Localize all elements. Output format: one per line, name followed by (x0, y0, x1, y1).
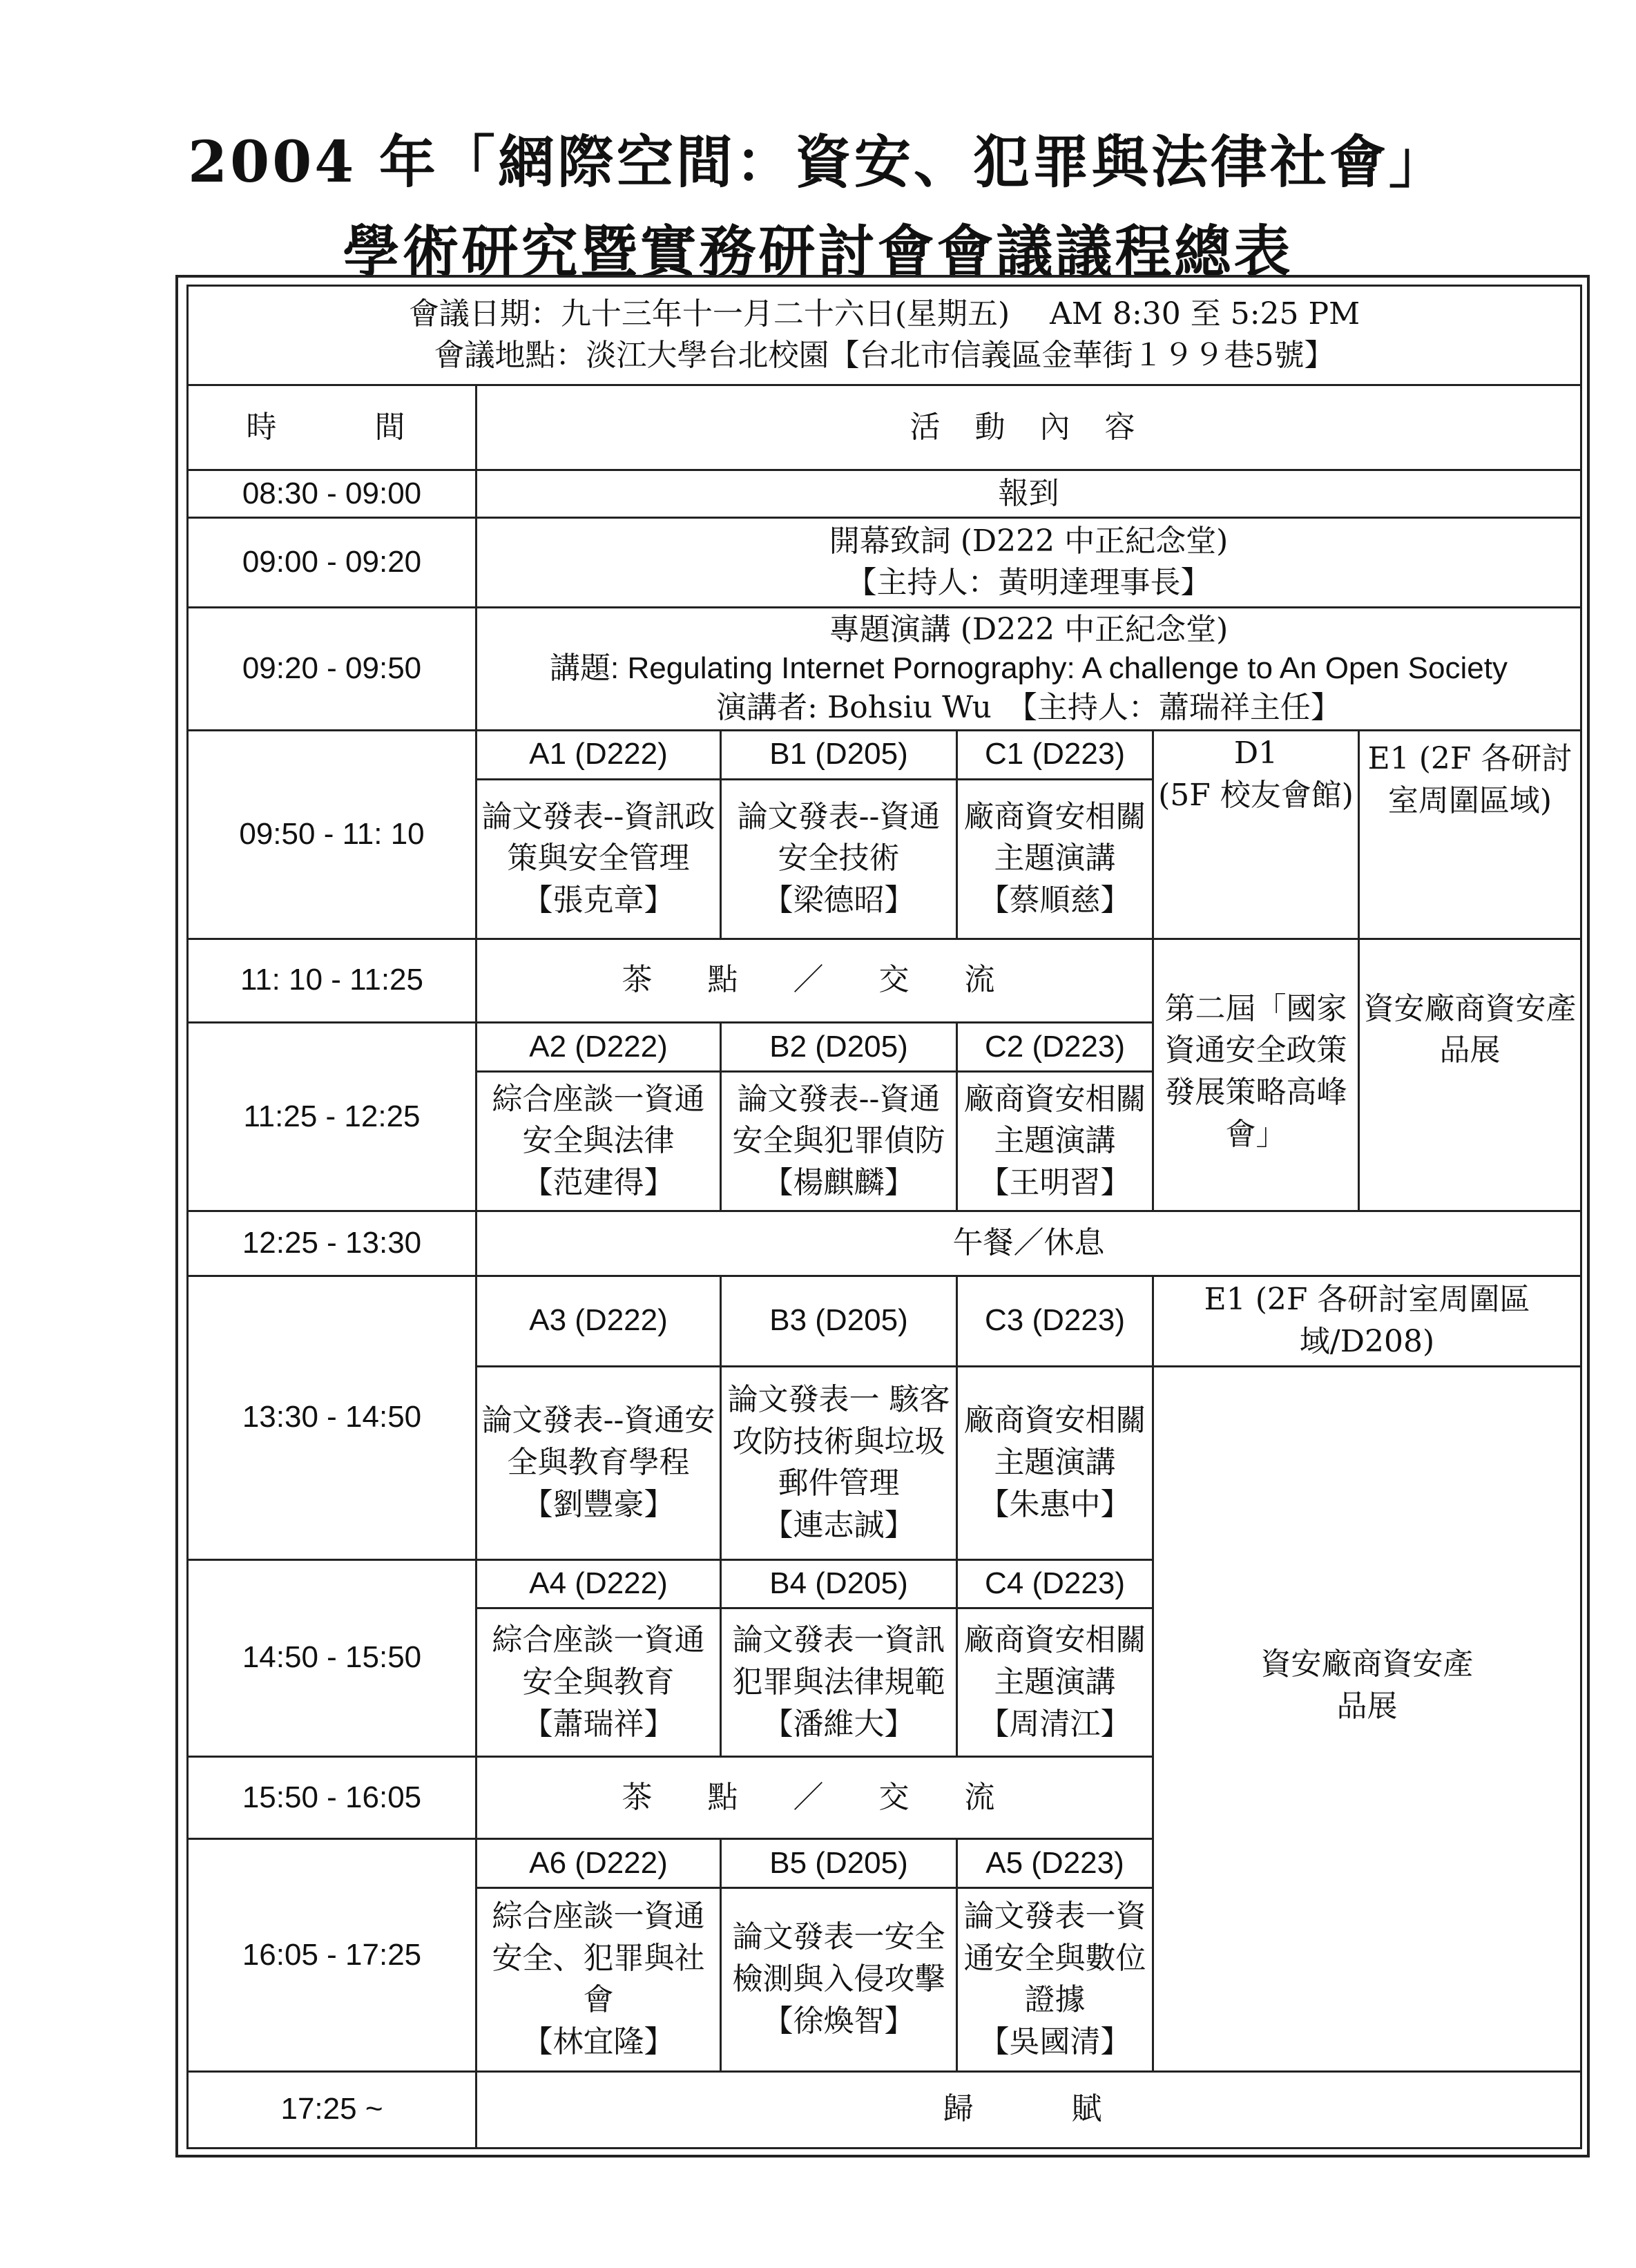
session-b2 (721, 1071, 957, 1211)
session-c1-topic: 廠商資安相關主題演講 (963, 798, 1146, 876)
session-a6 (477, 1888, 721, 2071)
session-b3-topic: 論文發表一 駭客攻防技術與垃圾郵件管理 (727, 1381, 950, 1501)
time-session-3: 13:30 - 14:50 (188, 1276, 477, 1559)
session-c3-topic: 廠商資安相關主題演講 (963, 1403, 1146, 1480)
meeting-info (188, 286, 1581, 385)
schedule-table (186, 285, 1582, 2149)
room-b3: B3 (D205) (721, 1276, 957, 1367)
schedule-table-wrapper (186, 285, 1580, 2149)
session-a1-topic: 論文發表--資訊政策與安全管理 (481, 798, 715, 876)
room-d1-name: D1 (1233, 735, 1278, 771)
room-a1: A1 (D222) (477, 730, 721, 779)
room-a4: A4 (D222) (477, 1559, 721, 1608)
session-a4-topic: 綜合座談一資通安全與教育 (492, 1622, 705, 1700)
session-b3 (721, 1367, 957, 1559)
meeting-location: 會議地點：淡江大學台北校園【台北市信義區金華街１９９巷5號】 (434, 338, 1335, 374)
tea-break-1: 茶 點 ／ 交 流 (477, 939, 1153, 1022)
session-b1-topic: 論文發表--資通安全技術 (737, 798, 941, 876)
end-activity: 歸 賦 (477, 2071, 1581, 2148)
summit-event: 第二屆「國家資通安全政策發展策略高峰會」 (1153, 939, 1359, 1211)
meeting-date: 會議日期：九十三年十一月二十六日(星期五) AM 8:30 至 5:25 PM (408, 296, 1360, 331)
time-session-4: 14:50 - 15:50 (188, 1559, 477, 1756)
session-c4-chair: 【周清江】 (979, 1706, 1131, 1742)
session-b1-chair: 【梁德昭】 (762, 883, 915, 919)
session-c4 (957, 1608, 1153, 1757)
checkin-activity: 報到 (477, 470, 1581, 518)
session-b5-topic: 論文發表一安全檢測與入侵攻擊 (732, 1919, 945, 1997)
session-b2-chair: 【楊麒麟】 (762, 1165, 915, 1201)
keynote-topic: 講題: Regulating Internet Pornography: A challenge to An Open Society (550, 651, 1508, 686)
title-line-2: 學術研究暨實務研討會會議議程總表 (343, 219, 1293, 285)
session-c3 (957, 1367, 1153, 1559)
session-a3-chair: 【劉豐豪】 (522, 1486, 675, 1522)
room-d1 (1153, 730, 1359, 939)
time-tea-2: 15:50 - 16:05 (188, 1756, 477, 1838)
opening-title: 開幕致詞 (D222 中正紀念堂) (829, 523, 1229, 559)
room-b5: B5 (D205) (721, 1839, 957, 1888)
session-a2-chair: 【范建得】 (522, 1165, 675, 1201)
session-a4 (477, 1608, 721, 1757)
room-b1: B1 (D205) (721, 730, 957, 779)
session-b3-chair: 【連志誠】 (762, 1508, 915, 1544)
session-a4-chair: 【蕭瑞祥】 (522, 1706, 675, 1742)
session-a1-chair: 【張克章】 (522, 883, 675, 919)
session-a5-topic: 論文發表一資通安全與數位證據 (963, 1898, 1146, 2018)
session-b1 (721, 779, 957, 939)
lunch-break: 午餐／休息 (477, 1211, 1581, 1276)
keynote-title: 專題演講 (D222 中正紀念堂) (829, 611, 1229, 647)
keynote-activity (477, 607, 1581, 730)
session-c3-chair: 【朱惠中】 (979, 1486, 1131, 1522)
time-tea-1: 11: 10 - 11:25 (188, 939, 477, 1022)
session-a1 (477, 779, 721, 939)
room-e1-afternoon: E1 (2F 各研討室周圍區域/D208) (1153, 1276, 1581, 1367)
room-b2: B2 (D205) (721, 1023, 957, 1072)
session-a6-topic: 綜合座談一資通安全、犯罪與社會 (492, 1898, 705, 2018)
keynote-speaker: 演講者: Bohsiu Wu 【主持人：蕭瑞祥主任】 (716, 689, 1341, 725)
column-header-content: 活 動 內 容 (477, 385, 1581, 470)
opening-activity (477, 517, 1581, 607)
opening-host: 【主持人：黃明達理事長】 (846, 565, 1211, 601)
session-c2-topic: 廠商資安相關主題演講 (963, 1081, 1146, 1159)
time-session-1: 09:50 - 11: 10 (188, 730, 477, 939)
time-session-5: 16:05 - 17:25 (188, 1839, 477, 2071)
room-a5: A5 (D223) (957, 1839, 1153, 1888)
session-a5 (957, 1888, 1153, 2071)
room-c4: C4 (D223) (957, 1559, 1153, 1608)
room-d1-place: (5F 校友會館) (1158, 777, 1354, 813)
room-a2: A2 (D222) (477, 1023, 721, 1072)
time-checkin: 08:30 - 09:00 (188, 470, 477, 518)
session-c2-chair: 【王明習】 (979, 1165, 1131, 1201)
time-opening: 09:00 - 09:20 (188, 517, 477, 607)
session-c1-chair: 【蔡順慈】 (979, 883, 1131, 919)
room-b4: B4 (D205) (721, 1559, 957, 1608)
expo-event-2: 資安廠商資安產品展 (1153, 1367, 1581, 2071)
time-lunch: 12:25 - 13:30 (188, 1211, 477, 1276)
session-c2 (957, 1071, 1153, 1211)
session-b2-topic: 論文發表--資通安全與犯罪偵防 (732, 1081, 945, 1159)
session-b4-chair: 【潘維大】 (762, 1706, 915, 1742)
session-a6-chair: 【林宜隆】 (522, 2024, 675, 2060)
time-keynote: 09:20 - 09:50 (188, 607, 477, 730)
expo-event-1: 資安廠商資安產品展 (1359, 939, 1581, 1211)
room-a6: A6 (D222) (477, 1839, 721, 1888)
session-a3 (477, 1367, 721, 1559)
session-c4-topic: 廠商資安相關主題演講 (963, 1622, 1146, 1700)
session-c1 (957, 779, 1153, 939)
room-c2: C2 (D223) (957, 1023, 1153, 1072)
session-a2-topic: 綜合座談一資通安全與法律 (492, 1081, 705, 1159)
title-line-1: 2004 年「網際空間：資安、犯罪與法律社會」 (188, 129, 1448, 195)
session-b5-chair: 【徐煥智】 (762, 2003, 915, 2039)
time-session-2: 11:25 - 12:25 (188, 1023, 477, 1211)
session-a5-chair: 【吳國清】 (979, 2024, 1131, 2060)
room-c3: C3 (D223) (957, 1276, 1153, 1367)
room-e1: E1 (2F 各研討室周圍區域) (1359, 730, 1581, 939)
session-a3-topic: 論文發表--資通安全與教育學程 (481, 1403, 715, 1480)
column-header-time: 時 間 (188, 385, 477, 470)
time-end: 17:25 ~ (188, 2071, 477, 2148)
tea-break-2: 茶 點 ／ 交 流 (477, 1756, 1153, 1838)
session-b5 (721, 1888, 957, 2071)
room-a3: A3 (D222) (477, 1276, 721, 1367)
session-a2 (477, 1071, 721, 1211)
session-b4 (721, 1608, 957, 1757)
session-b4-topic: 論文發表一資訊犯罪與法律規範 (732, 1622, 945, 1700)
room-c1: C1 (D223) (957, 730, 1153, 779)
